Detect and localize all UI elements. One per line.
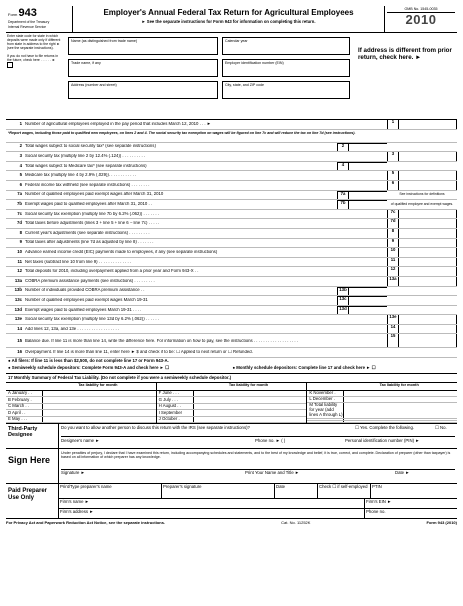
line-7d — [6, 219, 457, 229]
month-amount-field[interactable] — [42, 404, 156, 409]
line-3 — [6, 152, 457, 162]
line-text: COBRA premium assistance payments (see instructions) . . . . . . . . . — [25, 278, 155, 283]
amount-field[interactable] — [399, 248, 457, 257]
inner-amount-field[interactable] — [349, 143, 387, 152]
omb-number: OMB No. 1545-0035 — [387, 7, 455, 13]
line-text: Number of individuals provided COBRA premium assistance . . — [25, 288, 145, 293]
line-number: 7d — [16, 220, 22, 226]
line-number: 15 — [17, 337, 22, 343]
title-block — [73, 6, 384, 32]
line-text: Current year's adjustments (see separate instructions) . . . . . . . . . — [25, 230, 150, 235]
line-7a — [6, 191, 457, 201]
inner-line-label: 4 — [337, 162, 349, 171]
line-number: 2 — [19, 143, 22, 149]
month-amount-field[interactable] — [343, 391, 457, 396]
name-field[interactable]: Name (as distinguished from trade name) — [68, 37, 218, 55]
line-number: 13c — [14, 296, 22, 302]
form-title: Employer's Annual Federal Tax Return for Agricultural Employees — [103, 8, 354, 17]
inner-line-label: 7a — [337, 191, 349, 200]
line-label-box: 13e — [387, 315, 399, 324]
month-amount-field[interactable] — [42, 417, 156, 422]
line-5 — [6, 171, 457, 181]
line-text: Exempt wages paid to qualified employees after March 31, 2010 . . — [25, 201, 153, 206]
line-text: Social security tax exemption (multiply line 13d by 6.2% (.062)) . . . . . . — [25, 317, 159, 322]
line-13b — [6, 287, 457, 297]
inner-amount-field[interactable] — [349, 296, 387, 305]
line-text: Add lines 12, 13a, and 13e . . . . . . . . . . . . . . . . . . — [25, 326, 120, 331]
amount-field[interactable] — [399, 277, 457, 286]
line-2 — [6, 143, 457, 153]
form-id-block — [6, 6, 73, 32]
sign-here-section — [6, 449, 457, 484]
month-label: G July . . . — [158, 396, 179, 402]
amount-field[interactable] — [399, 325, 457, 334]
amount-field[interactable] — [399, 210, 457, 219]
month-row — [157, 417, 307, 423]
line-number: 13d — [14, 306, 22, 312]
line-6 — [6, 181, 457, 191]
side-note: of qualified employee and exempt wages. — [390, 201, 454, 206]
preparer-date-field[interactable]: Date — [275, 484, 318, 498]
month-amount-field[interactable] — [42, 397, 156, 402]
month-amount-field[interactable] — [42, 391, 156, 396]
name-address-fields — [64, 33, 354, 119]
sign-date-field[interactable]: Date ► — [395, 470, 410, 476]
department: Department of the Treasury — [8, 19, 50, 24]
monthly-summary-title: 17 Monthly Summary of Federal Tax Liability. (Do not complete if you were a semiweekly schedule depositor.) — [6, 373, 457, 383]
line-label-box: 7d — [387, 219, 399, 228]
line-label-box: 6 — [387, 181, 399, 190]
month-amount-field[interactable] — [193, 417, 307, 422]
amount-field[interactable] — [399, 239, 457, 248]
month-amount-field[interactable] — [343, 403, 457, 418]
address-field[interactable]: Address (number and street) — [68, 81, 218, 99]
line-text: Social security tax exemption (multiply line 7b by 6.2% (.062)) . . . . . . . — [25, 211, 159, 216]
month-label: B February . — [8, 396, 32, 402]
calendar-year-field[interactable]: Calendar year — [222, 37, 350, 55]
tax-liability-header: Tax liability for month — [379, 383, 419, 388]
line-7c — [6, 210, 457, 220]
inner-amount-field[interactable] — [349, 306, 387, 315]
line-text: Net taxes (subtract line 10 from line 9) . . . . . . . . . . . . . . — [25, 259, 132, 264]
line-label-box: 5 — [387, 171, 399, 180]
preparer-name-field[interactable]: Print/Type preparer's name — [59, 484, 162, 498]
month-label: L December . — [309, 396, 335, 401]
month-row — [307, 421, 457, 423]
amount-field[interactable] — [399, 219, 457, 228]
paid-preparer-section — [6, 484, 457, 519]
year-block — [384, 6, 457, 32]
line-label-box: 15 — [387, 334, 399, 347]
line-text: Overpayment. If line 14 is more than line 11, enter here ► $ and check if to be: ☐ Applied to next return or ☐ Refunded. — [25, 350, 253, 355]
inner-line-label: 13c — [337, 296, 349, 305]
amount-field[interactable] — [399, 229, 457, 238]
line-text: Total taxes after adjustments (line 7d as adjusted by line 8) . . . . . . . — [25, 240, 154, 245]
designee-yes[interactable]: ☐ Yes. Complete the following. — [355, 425, 415, 431]
preparer-signature-field[interactable]: Preparer's signature — [162, 484, 275, 498]
monthly-column — [6, 383, 157, 423]
line-8 — [6, 229, 457, 239]
line-text: Federal income tax withheld (see separate instructions) . . . . . . . . — [25, 182, 150, 187]
line-number: 8 — [19, 229, 22, 235]
inner-amount-field[interactable] — [349, 191, 387, 200]
line-number: 11 — [17, 258, 22, 264]
line-text: Total deposits for 2010, including overpayment applied from a prior year and Form 943-X . . — [25, 269, 199, 274]
firm-address-field[interactable]: Firm's address ► — [59, 509, 365, 519]
form-footer-id: Form 943 (2010) — [426, 520, 457, 526]
line-number: 9 — [19, 239, 22, 245]
line-number: 6 — [19, 181, 22, 187]
month-label: M Total liability for year (add lines A through L) — [309, 401, 343, 417]
signature-field[interactable]: Signature ► — [61, 470, 85, 476]
line-number: 5 — [19, 172, 22, 178]
tax-liability-header: Tax liability for month — [228, 383, 269, 388]
line-number: 13a — [14, 277, 22, 283]
semiweekly-check[interactable]: ● Semiweekly schedule depositors: Complete Form 943-A and check here ► ☐ — [8, 365, 169, 371]
line-text: Balance due. If line 11 is more than line 14, write the difference here. For information on how to pay, see the instructions . . . . . . . . . . . . . . . . . . . — [25, 338, 298, 343]
line-text: Total taxes before adjustments (lines 3 + line 5 + line 6 − line 7c) . . . . . — [25, 221, 160, 226]
catalog-number: Cat. No. 11252K — [281, 520, 311, 526]
firm-ein-field[interactable]: Firm's EIN ► — [366, 499, 392, 505]
amount-field[interactable] — [399, 267, 457, 276]
inner-line-label: 13d — [337, 306, 349, 315]
all-filers-note: ● All filers: If line 11 is less than $2,500, do not complete line 17 or Form 943-A. — [8, 358, 169, 364]
month-amount-field[interactable] — [193, 391, 307, 396]
firm-name-field[interactable]: Firm's name ► — [59, 499, 365, 508]
month-amount-field[interactable] — [193, 404, 307, 409]
line-1 — [6, 120, 457, 130]
side-note: See instructions for definitions — [399, 191, 445, 196]
line-number: 7b — [16, 200, 22, 206]
inner-amount-field[interactable] — [349, 287, 387, 296]
month-amount-field[interactable] — [193, 410, 307, 415]
third-party-label: Third-Party Designee — [8, 426, 38, 439]
month-label: H August . . — [158, 403, 181, 409]
line-text: Number of qualified employees paid exempt wages after March 31, 2010 — [25, 192, 164, 197]
line-15 — [6, 334, 457, 348]
month-label: I September — [158, 409, 183, 415]
line-number: 16 — [17, 349, 22, 355]
designee-no[interactable]: ☐ No. — [435, 425, 447, 431]
line-11 — [6, 258, 457, 268]
perjury-declaration: Under penalties of perjury, I declare that I have examined this return, including accompanying schedules and statements, and to the best of my knowledge and belief, it is true, correct, and complete. Declaration of preparer (other than taxpayer) is based on all information of which preparer has any knowledge. — [61, 451, 451, 460]
line-label-box: 14 — [387, 325, 399, 334]
amount-field[interactable] — [399, 171, 457, 180]
month-amount-field — [343, 421, 457, 422]
line-number: 13b — [14, 287, 22, 293]
line-label-box: 1 — [387, 120, 399, 129]
line-text: Total wages subject to social security tax* (see separate instructions) — [25, 144, 156, 149]
monthly-column — [307, 383, 457, 423]
line-text: Advance earned income credit (EIC) payments made to employees, if any (see separate instructions) — [25, 249, 218, 254]
month-label: A January . . — [8, 390, 32, 396]
line-number: 4 — [19, 162, 22, 168]
print-name-field[interactable]: Print Your Name and Title ► — [245, 470, 300, 476]
line-7b — [6, 200, 457, 210]
month-label: K November . — [309, 390, 336, 396]
ptin-field[interactable]: PTIN — [372, 484, 382, 490]
month-row — [6, 417, 156, 423]
amount-field[interactable] — [399, 181, 457, 190]
month-row — [307, 403, 457, 419]
depositor-checkboxes — [6, 366, 457, 373]
city-state-zip-field[interactable]: City, state, and ZIP code — [222, 81, 350, 99]
line-text: Number of qualified employees paid exempt wages March 19-31 — [25, 297, 148, 302]
month-label: F June . . . — [158, 390, 179, 396]
line-9 — [6, 239, 457, 249]
sign-here-label: Sign Here — [8, 455, 51, 466]
designee-name-field[interactable]: Designee's name ► — [61, 438, 100, 443]
line-number: 10 — [17, 248, 22, 254]
firm-phone-field[interactable]: Phone no. — [366, 509, 386, 515]
line-number: 14 — [17, 325, 22, 331]
line-label-box: 10 — [387, 248, 399, 257]
line-13a — [6, 277, 457, 287]
trade-name-field[interactable]: Trade name, if any — [68, 59, 218, 77]
month-amount-field[interactable] — [42, 410, 156, 415]
amount-field[interactable] — [399, 258, 457, 267]
inner-line-label: 2 — [337, 143, 349, 152]
final-return-checkbox[interactable] — [7, 62, 13, 68]
line-14 — [6, 325, 457, 335]
line-number: 13e — [14, 316, 22, 322]
service: Internal Revenue Service — [8, 24, 47, 29]
ein-field[interactable]: Employer identification number (EIN) — [222, 59, 350, 77]
line-number: 3 — [19, 153, 22, 159]
line-number: 7a — [17, 191, 22, 197]
tax-lines — [6, 120, 457, 358]
line-text: Number of agricultural employees employed in the pay period that includes March 12, 2010 . . . ► — [25, 121, 212, 126]
line-label-box: 9 — [387, 239, 399, 248]
amount-field[interactable] — [399, 315, 457, 324]
tax-liability-header: Tax liability for month — [78, 383, 118, 388]
form-footer — [6, 519, 457, 526]
inner-amount-field[interactable] — [349, 162, 387, 171]
month-label: E May . . . — [8, 415, 28, 421]
month-label: C March . . — [8, 403, 30, 409]
paid-preparer-label: Paid Preparer Use Only — [8, 488, 48, 501]
amount-field[interactable] — [399, 152, 457, 161]
monthly-summary-table — [6, 383, 457, 424]
inner-line-label: 7b — [337, 200, 349, 209]
tax-year: 2010 — [405, 12, 437, 28]
inner-line-label: 13b — [337, 287, 349, 296]
month-label: J October . — [158, 415, 180, 421]
privacy-notice: For Privacy Act and Paperwork Reduction Act Notice, see the separate instructions. — [6, 520, 166, 526]
month-amount-field — [343, 419, 457, 420]
line-label-box: 7c — [387, 210, 399, 219]
amount-field[interactable] — [399, 120, 457, 129]
month-amount-field[interactable] — [343, 397, 457, 402]
self-employed-check[interactable]: Check ☐ if self-employed — [318, 484, 371, 498]
final-return-note: If you do not have to file returns in the future, check here . . . . . . ► — [7, 53, 59, 62]
identification-section — [6, 33, 457, 120]
wage-report-note: *Report wages, including those paid to qualified new employees, on lines 2 and 4. The social security tax exemption on wages will be figured on line 7c and will reduce the tax on line 7d (see instructions). — [6, 130, 457, 143]
line-10 — [6, 248, 457, 258]
month-amount-field[interactable] — [193, 397, 307, 402]
month-label: D April . . — [8, 409, 26, 415]
address-change-note: If address is different from prior return, check here. ► — [358, 47, 452, 62]
line-label-box: 12 — [387, 267, 399, 276]
line-13e — [6, 315, 457, 325]
line-text: Total wages subject to Medicare tax* (see separate instructions) — [25, 163, 147, 168]
line-label-box: 11 — [387, 258, 399, 267]
line-label-box: 8 — [387, 229, 399, 238]
inner-amount-field[interactable] — [349, 200, 387, 209]
line-label-box: 3 — [387, 152, 399, 161]
designee-phone-field[interactable]: Phone no. ► ( ) — [255, 438, 286, 443]
line-label-box: 13a — [387, 277, 399, 286]
form-number: 943 — [18, 7, 37, 19]
line-text: Exempt wages paid to qualified employees March 19-31 . . . . — [25, 307, 142, 312]
line-text: Medicare tax (multiply line 4 by 2.9% (.029)). . . . . . . . . . . . — [25, 173, 137, 178]
line-number: 7c — [17, 210, 22, 216]
form-subtitle: ► See the separate instructions for Form 943 for information on completing this return. — [141, 19, 316, 25]
line-16 — [6, 348, 457, 358]
designee-pin-field[interactable]: Personal identification number (PIN) ► — [345, 438, 420, 443]
form-header — [6, 6, 457, 33]
third-party-designee-section — [6, 424, 457, 449]
line-13c — [6, 296, 457, 306]
state-code-note: Enter state code for state in which deposits were made only if different from state in address to the right ► (see the separate instructions). If you do not have to file returns in the future, check here . . . . . . ► — [6, 33, 64, 119]
monthly-column — [157, 383, 308, 423]
amount-field[interactable] — [399, 334, 457, 347]
monthly-check[interactable]: ● Monthly schedule depositors: Complete line 17 and check here ► ☐ — [232, 365, 376, 371]
form-page — [6, 6, 457, 594]
line-number: 12 — [17, 268, 22, 274]
line-4 — [6, 162, 457, 172]
line-text: Social security tax (multiply line 2 by 12.4% (.124)) . . . . . . . . . . — [25, 154, 146, 159]
form-label: Form — [8, 12, 18, 17]
designee-question: Do you want to allow another person to discuss this return with the IRS (see separate instructions)? — [61, 425, 250, 431]
line-number: 1 — [19, 120, 22, 126]
